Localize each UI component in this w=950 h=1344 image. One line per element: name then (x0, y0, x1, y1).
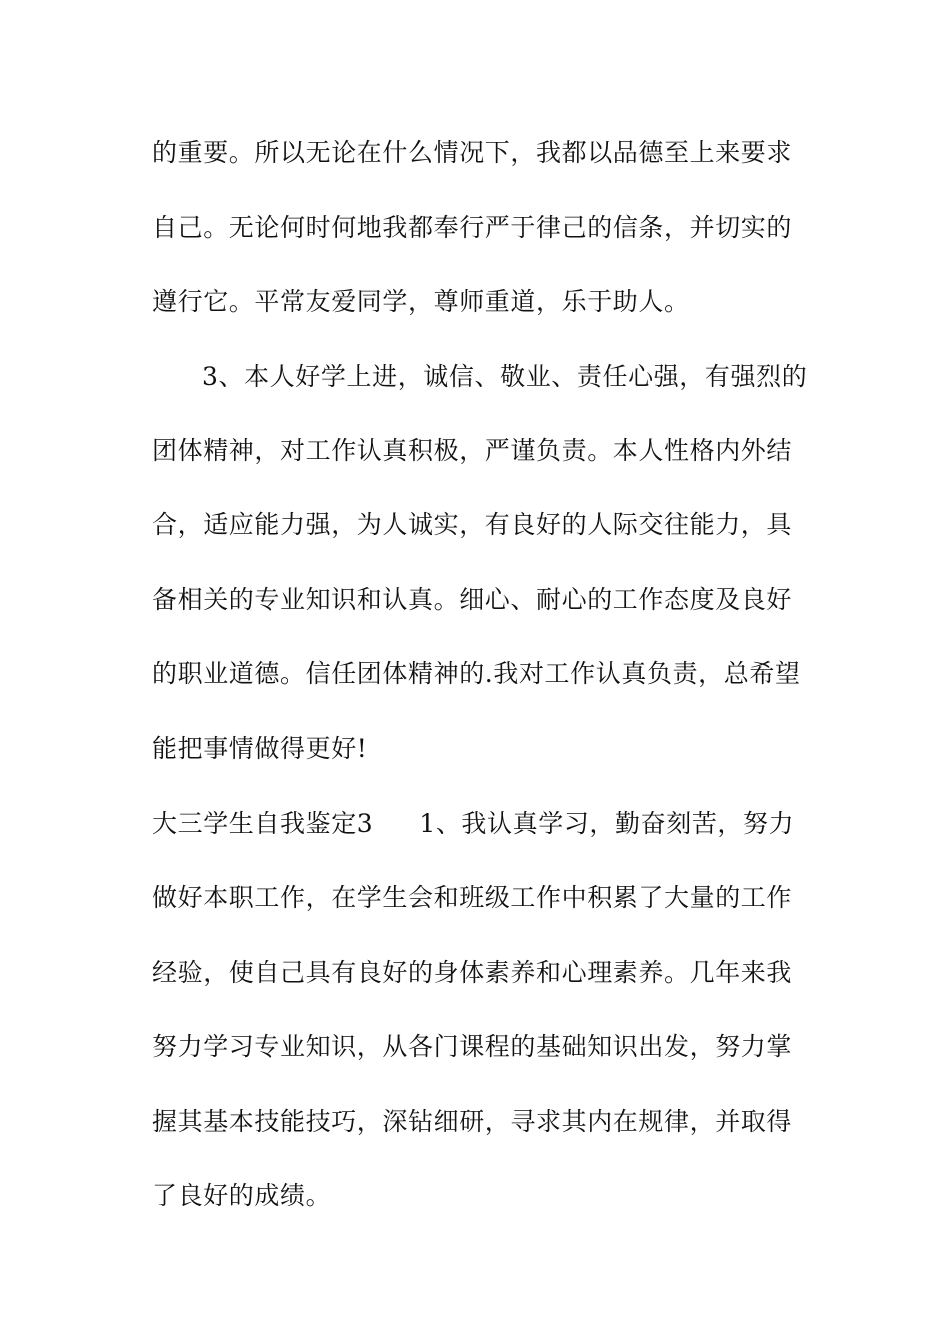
text-line: 备相关的专业知识和认真。细心、耐心的工作态度及良好 (152, 585, 793, 614)
text-line: 遵行它。平常友爱同学，尊师重道，乐于助人。 (152, 287, 690, 316)
section-first-line: 1、我认真学习，勤奋刻苦，努力 (419, 809, 795, 838)
text-line: 3、本人好学上进，诚信、敬业、责任心强，有强烈的 (202, 362, 808, 391)
text-line: 的重要。所以无论在什么情况下，我都以品德至上来要求 (152, 138, 793, 167)
text-line: 经验，使自己具有良好的身体素养和心理素养。几年来我 (152, 958, 793, 987)
text-line: 的职业道德。信任团体精神的.我对工作认真负责，总希望 (152, 659, 801, 688)
section-title: 大三学生自我鉴定3 (152, 809, 374, 838)
text-line: 努力学习专业知识，从各门课程的基础知识出发，努力掌 (152, 1032, 793, 1061)
text-line: 能把事情做得更好! (152, 734, 368, 763)
text-line: 团体精神，对工作认真积极，严谨负责。本人性格内外结 (152, 436, 793, 465)
text-line: 了良好的成绩。 (152, 1181, 332, 1210)
text-line: 做好本职工作，在学生会和班级工作中积累了大量的工作 (152, 883, 793, 912)
text-line: 自己。无论何时何地我都奉行严于律己的信条，并切实的 (152, 213, 793, 242)
text-line: 合，适应能力强，为人诚实，有良好的人际交往能力，具 (152, 510, 793, 539)
text-line: 握其基本技能技巧，深钻细研，寻求其内在规律，并取得 (152, 1107, 793, 1136)
section-heading-line (152, 808, 794, 840)
